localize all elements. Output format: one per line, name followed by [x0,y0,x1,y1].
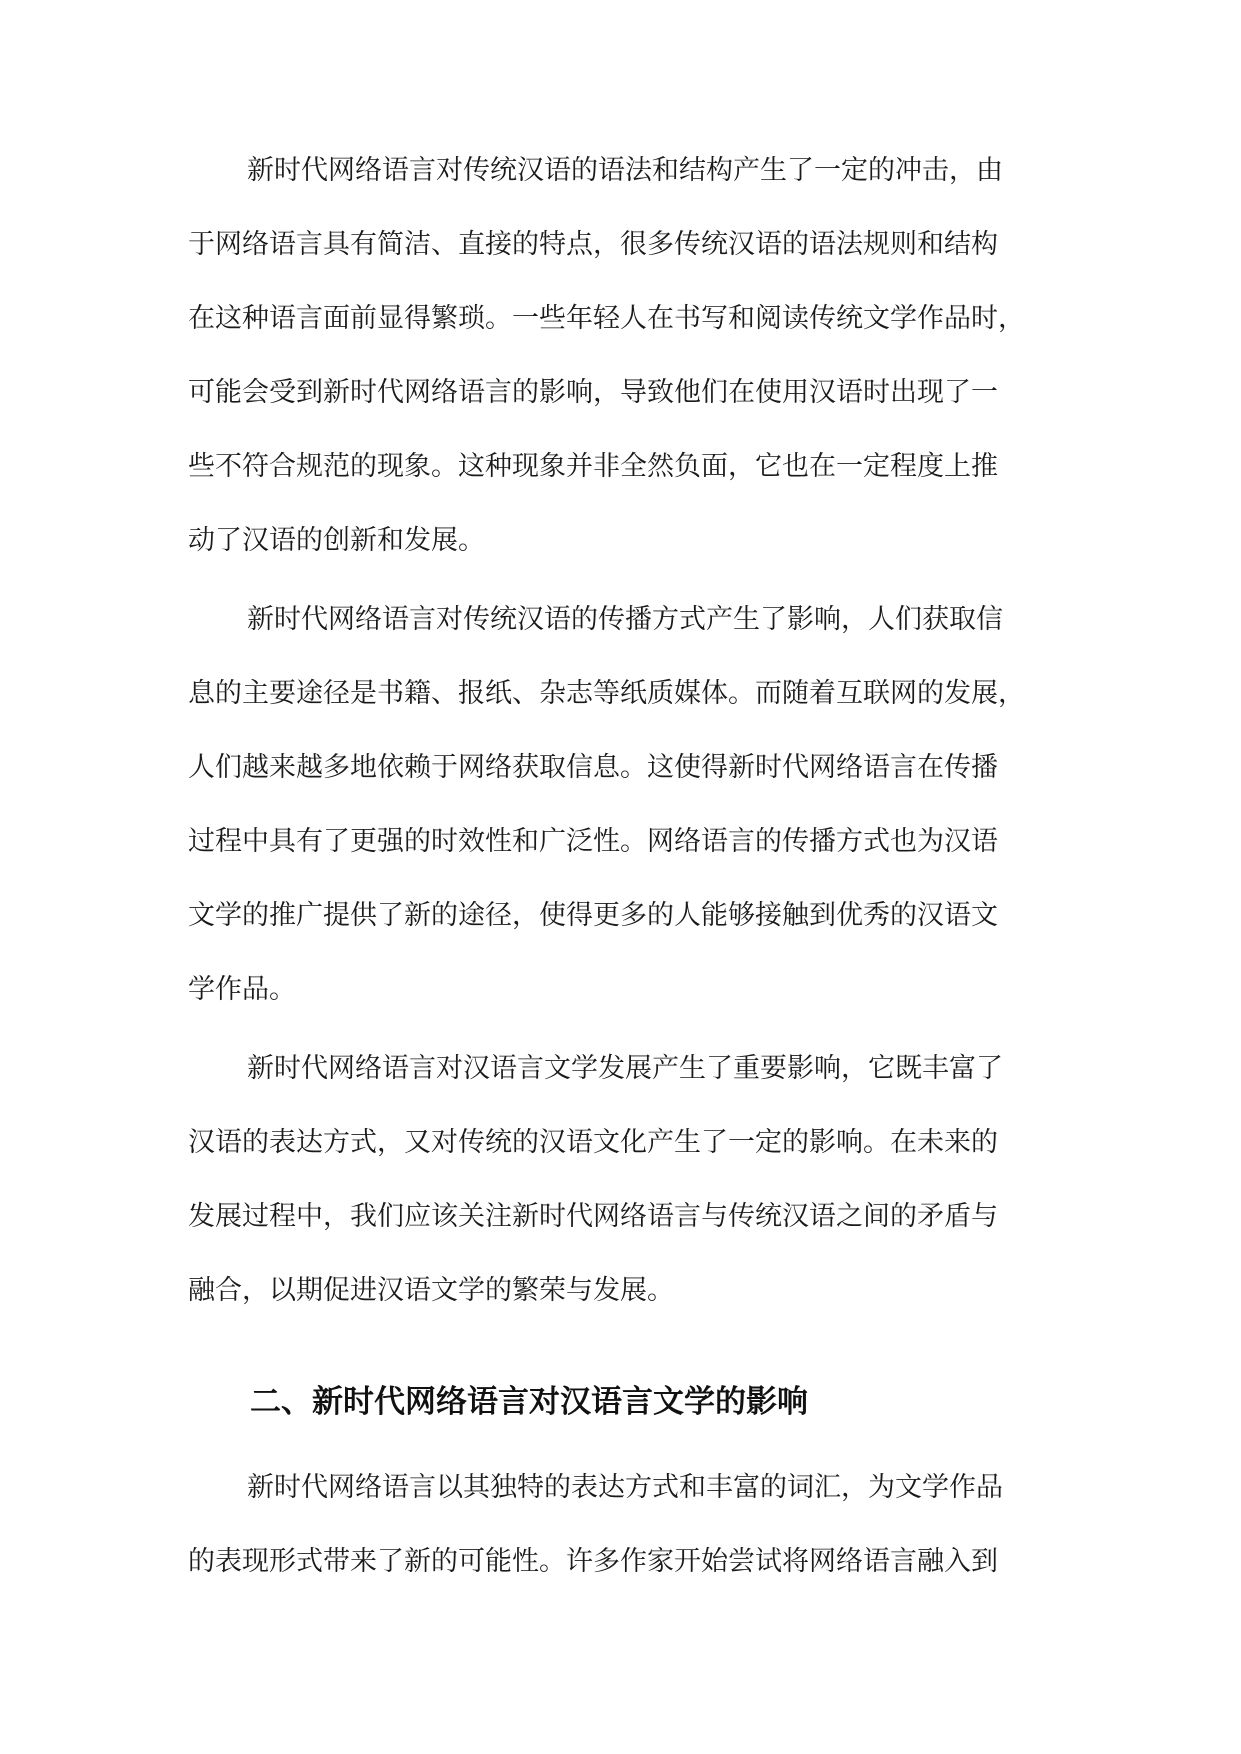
paragraph-line: 人们越来越多地依赖于网络获取信息。这使得新时代网络语言在传播 [188,752,998,783]
paragraph-line: 的表现形式带来了新的可能性。许多作家开始尝试将网络语言融入到 [188,1546,998,1577]
paragraph-line: 过程中具有了更强的时效性和广泛性。网络语言的传播方式也为汉语 [188,826,998,857]
paragraph-line: 新时代网络语言对汉语言文学发展产生了重要影响，它既丰富了 [247,1053,1003,1084]
paragraph-line: 汉语的表达方式，又对传统的汉语文化产生了一定的影响。在未来的 [188,1127,998,1158]
paragraph-line: 些不符合规范的现象。这种现象并非全然负面，它也在一定程度上推 [188,451,998,482]
paragraph-line: 文学的推广提供了新的途径，使得更多的人能够接触到优秀的汉语文 [188,900,998,931]
paragraph-line: 学作品。 [188,974,296,1005]
paragraph-line: 融合，以期促进汉语文学的繁荣与发展。 [188,1275,674,1306]
paragraph-line: 新时代网络语言对传统汉语的传播方式产生了影响，人们获取信 [247,604,1003,635]
section-heading: 二、新时代网络语言对汉语言文学的影响 [250,1384,808,1420]
paragraph-line: 动了汉语的创新和发展。 [188,525,485,556]
paragraph-line: 可能会受到新时代网络语言的影响，导致他们在使用汉语时出现了一 [188,377,998,408]
paragraph-line: 新时代网络语言以其独特的表达方式和丰富的词汇，为文学作品 [247,1472,1003,1503]
paragraph-line: 在这种语言面前显得繁琐。一些年轻人在书写和阅读传统文学作品时， [188,303,1025,334]
paragraph-line: 新时代网络语言对传统汉语的语法和结构产生了一定的冲击，由 [247,155,1003,186]
paragraph-line: 发展过程中，我们应该关注新时代网络语言与传统汉语之间的矛盾与 [188,1201,998,1232]
paragraph-line: 息的主要途径是书籍、报纸、杂志等纸质媒体。而随着互联网的发展， [188,678,1025,709]
paragraph-line: 于网络语言具有简洁、直接的特点，很多传统汉语的语法规则和结构 [188,229,998,260]
